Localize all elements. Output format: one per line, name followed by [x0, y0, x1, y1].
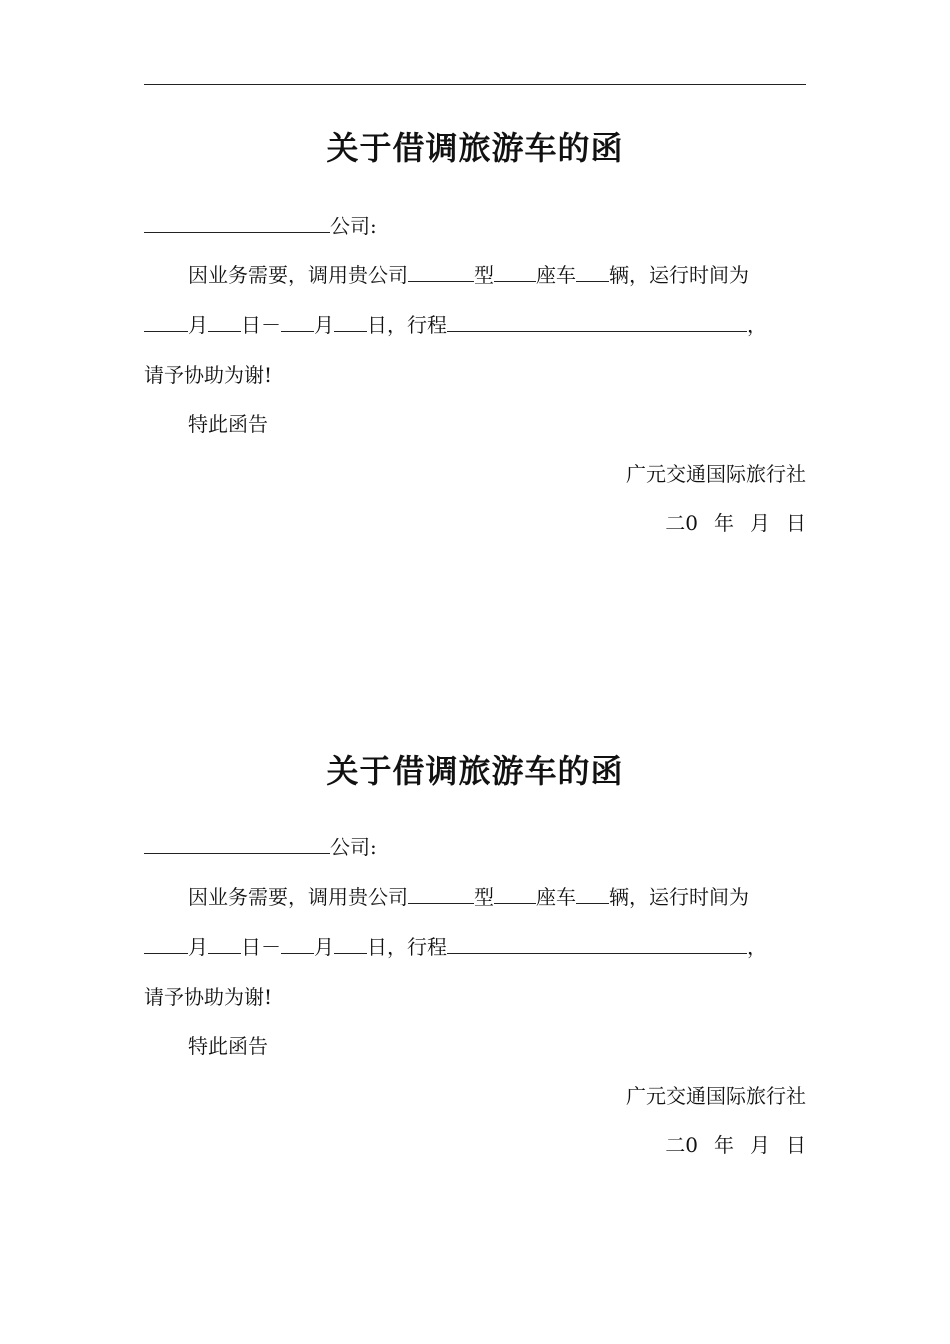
body-text: 座车 — [536, 263, 576, 287]
route-blank[interactable] — [447, 933, 747, 954]
body-text: 月 — [314, 935, 334, 959]
date-month: 月 — [750, 1133, 770, 1157]
end-month-blank[interactable] — [281, 311, 314, 332]
addressee-line — [144, 833, 806, 861]
header-rule — [144, 84, 806, 85]
body-text: ， — [747, 313, 767, 337]
letter-2 — [144, 751, 806, 1181]
start-month-blank[interactable] — [144, 933, 188, 954]
body-text: 型 — [474, 263, 494, 287]
letter-title: 关于借调旅游车的函 — [326, 129, 624, 167]
letter-1 — [144, 128, 806, 558]
addressee-suffix: 公司: — [330, 835, 377, 859]
body-text: 日，行程 — [367, 935, 447, 959]
start-day-blank[interactable] — [208, 311, 241, 332]
body-text: 因业务需要，调用贵公司 — [188, 885, 408, 909]
signature: 广元交通国际旅行社 — [626, 462, 806, 486]
vehicle-model-blank[interactable] — [408, 883, 474, 904]
date-month: 月 — [750, 511, 770, 535]
body-text: 辆，运行时间为 — [609, 885, 749, 909]
letter-title: 关于借调旅游车的函 — [326, 752, 624, 790]
seat-count-blank[interactable] — [494, 261, 536, 282]
addressee-blank[interactable] — [144, 833, 330, 854]
body-text: 月 — [188, 935, 208, 959]
body-line-3: 请予协助为谢! — [144, 363, 273, 387]
closing: 特此函告 — [188, 1034, 268, 1058]
body-text: 座车 — [536, 885, 576, 909]
start-day-blank[interactable] — [208, 933, 241, 954]
date-line — [144, 1131, 806, 1159]
body-line-2 — [144, 311, 806, 339]
vehicle-count-blank[interactable] — [576, 261, 609, 282]
body-text: 月 — [314, 313, 334, 337]
body-line-1 — [144, 883, 806, 911]
date-year: 年 — [714, 1133, 734, 1157]
end-day-blank[interactable] — [334, 933, 367, 954]
body-line-3: 请予协助为谢! — [144, 985, 273, 1009]
date-line — [144, 509, 806, 537]
end-day-blank[interactable] — [334, 311, 367, 332]
body-text: ， — [747, 935, 767, 959]
start-month-blank[interactable] — [144, 311, 188, 332]
signature: 广元交通国际旅行社 — [626, 1084, 806, 1108]
date-prefix: 二0 — [665, 1133, 698, 1157]
body-line-2 — [144, 933, 806, 961]
date-year: 年 — [714, 511, 734, 535]
body-text: 型 — [474, 885, 494, 909]
date-day: 日 — [786, 1133, 806, 1157]
addressee-suffix: 公司: — [330, 214, 377, 238]
vehicle-model-blank[interactable] — [408, 261, 474, 282]
body-text: 日，行程 — [367, 313, 447, 337]
date-day: 日 — [786, 511, 806, 535]
route-blank[interactable] — [447, 311, 747, 332]
seat-count-blank[interactable] — [494, 883, 536, 904]
date-prefix: 二0 — [665, 511, 698, 535]
end-month-blank[interactable] — [281, 933, 314, 954]
addressee-line — [144, 212, 806, 240]
body-line-1 — [144, 261, 806, 289]
addressee-blank[interactable] — [144, 212, 330, 233]
body-text: 因业务需要，调用贵公司 — [188, 263, 408, 287]
body-text: 日－ — [241, 935, 281, 959]
body-text: 日－ — [241, 313, 281, 337]
body-text: 月 — [188, 313, 208, 337]
vehicle-count-blank[interactable] — [576, 883, 609, 904]
closing: 特此函告 — [188, 412, 268, 436]
body-text: 辆，运行时间为 — [609, 263, 749, 287]
